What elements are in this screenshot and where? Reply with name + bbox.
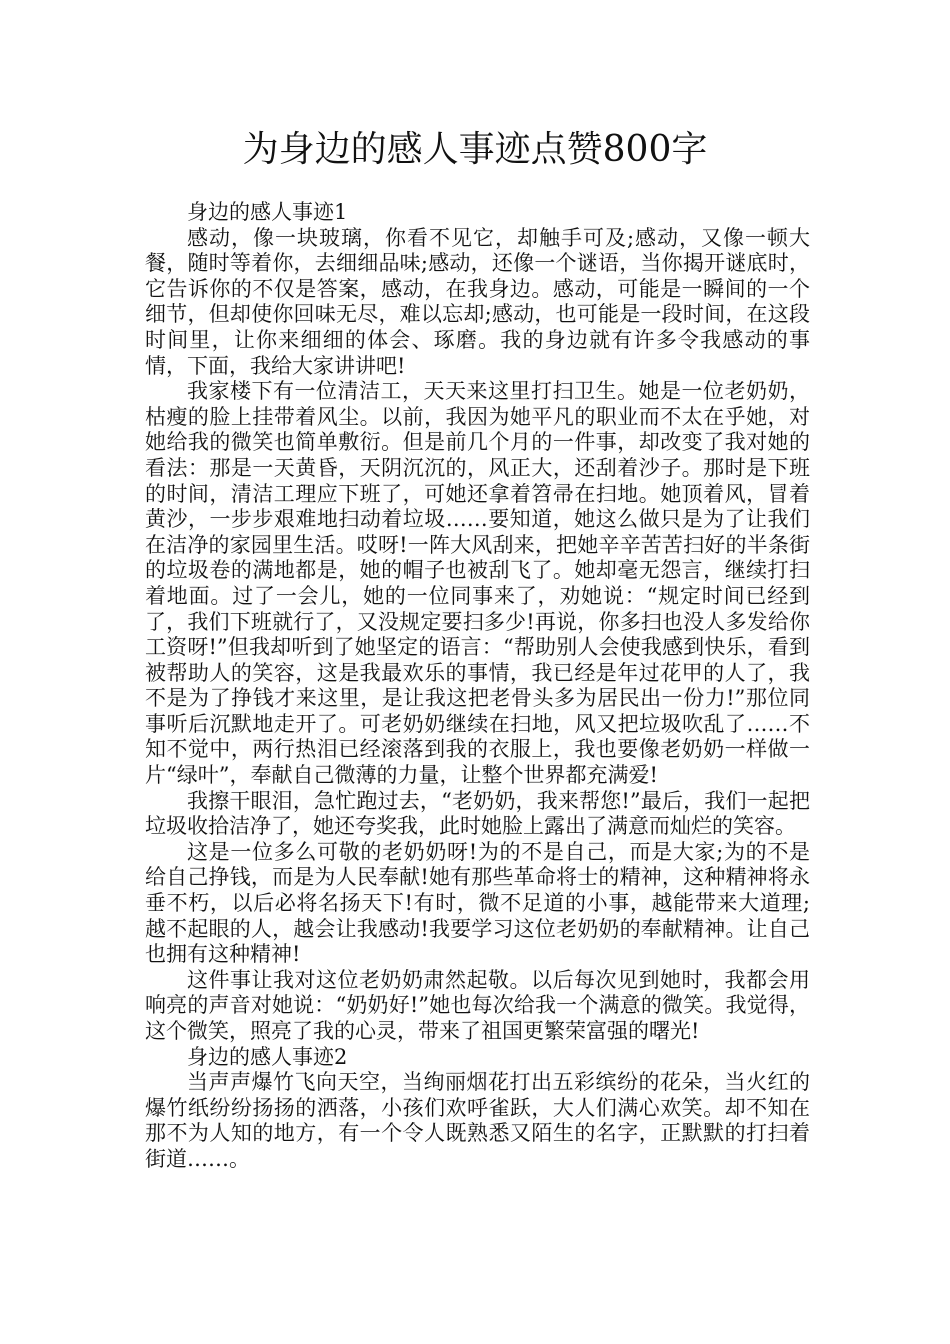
paragraph-respect: 这件事让我对这位老奶奶肃然起敬。以后每次见到她时，我都会用响亮的声音对她说：“奶奶好!”她也每次给我一个满意的微笑。我觉得，这个微笑，照亮了我的心灵，带来了祖国更繁荣富强的曙光! (145, 967, 810, 1043)
paragraph-story: 我家楼下有一位清洁工，天天来这里打扫卫生。她是一位老奶奶，枯瘦的脸上挂带着风尘。以前，我因为她平凡的职业而不太在乎她，对她给我的微笑也简单敷衍。但是前几个月的一件事，却改变了我对她的看法：那是一天黄昏，天阴沉沉的，风正大，还刮着沙子。那时是下班的时间，清洁工理应下班了，可她还拿着笤帚在扫地。她顶着风，冒着黄沙，一步步艰难地扫动着垃圾……要知道，她这么做只是为了让我们在洁净的家园里生活。哎呀!一阵大风刮来，把她辛辛苦苦扫好的半条街的垃圾卷的满地都是，她的帽子也被刮飞了。她却毫无怨言，继续打扫着地面。过了一会儿，她的一位同事来了，劝她说：“规定时间已经到了，我们下班就行了，又没规定要扫多少!再说，你多扫也没人多发给你工资呀!”但我却听到了她坚定的语言：“帮助别人会使我感到快乐，看到被帮助人的笑容，这是我最欢乐的事情，我已经是年过花甲的人了，我不是为了挣钱才来这里，是让我这把老骨头多为居民出一份力!”那位同事听后沉默地走开了。可老奶奶继续在扫地，风又把垃圾吹乱了……不知不觉中，两行热泪已经滚落到我的衣服上，我也要像老奶奶一样做一片“绿叶”，奉献自己微薄的力量，让整个世界都充满爱! (145, 379, 810, 788)
document-body (145, 200, 810, 1173)
section-heading-1: 身边的感人事迹1 (187, 200, 348, 224)
document-title: 为身边的感人事迹点赞800字 (242, 129, 708, 170)
paragraph-reflection: 这是一位多么可敬的老奶奶呀!为的不是自己，而是大家;为的不是给自己挣钱，而是为人民奉献!她有那些革命将士的精神，这种精神将永垂不朽，以后必将名扬天下!有时，微不足道的小事，越能带来大道理;越不起眼的人，越会让我感动!我要学习这位老奶奶的奉献精神。让自己也拥有这种精神! (145, 839, 810, 967)
section-heading-2: 身边的感人事迹2 (187, 1044, 348, 1069)
paragraph-helping: 我擦干眼泪，急忙跑过去，“老奶奶，我来帮您!”最后，我们一起把垃圾收拾洁净了，她还夸奖我，此时她脸上露出了满意而灿烂的笑容。 (145, 788, 810, 839)
paragraph-firecrackers: 当声声爆竹飞向天空，当绚丽烟花打出五彩缤纷的花朵，当火红的爆竹纸纷纷扬扬的洒落，小孩们欢呼雀跃，大人们满心欢笑。却不知在那不为人知的地方，有一个令人既熟悉又陌生的名字，正默默的打扫着街道……。 (145, 1070, 810, 1171)
paragraph-intro: 感动，像一块玻璃，你看不见它，却触手可及;感动，又像一顿大餐，随时等着你，去细细品味;感动，还像一个谜语，当你揭开谜底时，它告诉你的不仅是答案，感动，在我身边。感动，可能是一瞬间的一个细节，但却使你回味无尽，难以忘却;感动，也可能是一段时间，在这段时间里，让你来细细的体会、琢磨。我的身边就有许多令我感动的事情，下面，我给大家讲讲吧! (145, 225, 810, 378)
